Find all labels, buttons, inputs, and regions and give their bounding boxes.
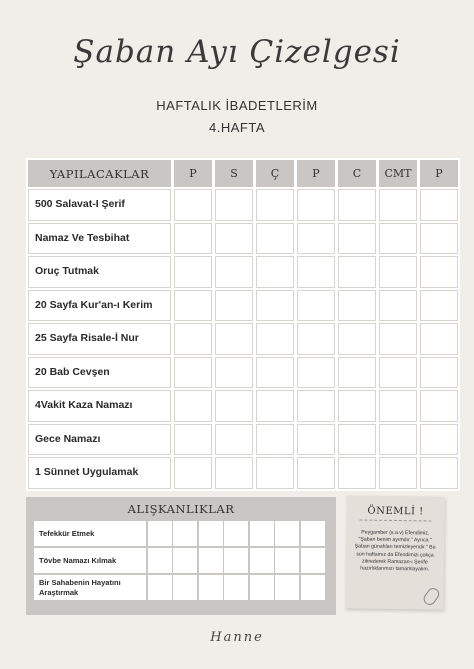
habit-checkbox[interactable]: [301, 548, 325, 573]
habit-checkbox[interactable]: [224, 521, 248, 546]
habit-checkbox[interactable]: [301, 575, 325, 600]
task-checkbox[interactable]: [174, 223, 212, 255]
task-label: Gece Namazı: [28, 424, 171, 456]
task-checkbox[interactable]: [297, 390, 335, 422]
habit-checkbox[interactable]: [224, 575, 248, 600]
task-checkbox[interactable]: [338, 256, 376, 288]
habit-checkbox[interactable]: [173, 575, 197, 600]
task-checkbox[interactable]: [215, 457, 253, 489]
task-checkbox[interactable]: [256, 223, 294, 255]
habit-checkbox[interactable]: [148, 521, 172, 546]
task-checkbox[interactable]: [379, 223, 417, 255]
task-checkbox[interactable]: [297, 290, 335, 322]
task-checkbox[interactable]: [338, 223, 376, 255]
task-label: 500 Salavat-I Şerif: [28, 189, 171, 221]
page-title: Şaban Ayı Çizelgesi: [73, 34, 401, 70]
task-checkbox[interactable]: [215, 256, 253, 288]
habit-checkbox[interactable]: [199, 575, 223, 600]
task-checkbox[interactable]: [215, 189, 253, 221]
task-checkbox[interactable]: [215, 323, 253, 355]
task-checkbox[interactable]: [420, 256, 458, 288]
task-checkbox[interactable]: [174, 256, 212, 288]
habit-checkbox[interactable]: [173, 521, 197, 546]
habit-checkbox[interactable]: [199, 521, 223, 546]
task-checkbox[interactable]: [297, 357, 335, 389]
day-header: P: [174, 160, 212, 187]
task-checkbox[interactable]: [256, 457, 294, 489]
habit-checkbox[interactable]: [224, 548, 248, 573]
task-checkbox[interactable]: [174, 323, 212, 355]
task-checkbox[interactable]: [215, 390, 253, 422]
task-checkbox[interactable]: [256, 357, 294, 389]
task-checkbox[interactable]: [174, 189, 212, 221]
task-checkbox[interactable]: [338, 189, 376, 221]
task-checkbox[interactable]: [338, 457, 376, 489]
habit-checkbox[interactable]: [250, 548, 274, 573]
habits-panel: [26, 497, 336, 615]
task-checkbox[interactable]: [420, 424, 458, 456]
task-checkbox[interactable]: [256, 424, 294, 456]
habits-title: ALIŞKANLIKLAR: [127, 502, 235, 516]
task-checkbox[interactable]: [297, 457, 335, 489]
task-checkbox[interactable]: [379, 390, 417, 422]
weekly-worship-table: [26, 158, 460, 491]
task-checkbox[interactable]: [379, 457, 417, 489]
task-checkbox[interactable]: [297, 323, 335, 355]
task-checkbox[interactable]: [215, 223, 253, 255]
task-label: Oruç Tutmak: [28, 256, 171, 288]
note-text: Peygamber (s.a.v) Efendimiz, "Şaban benim ayımdır." Ayrıca " Şaban günahları temizleyendir." Bu son haftamız da Efendimizi çokça zikrederek Ramazan-ı Şerife hazırlıklarımızı tamamlayalım.: [354, 529, 436, 573]
task-checkbox[interactable]: [256, 390, 294, 422]
task-label: 4Vakit Kaza Namazı: [28, 390, 171, 422]
day-header: CMT: [379, 160, 417, 187]
habit-label: Tövbe Namazı Kılmak: [34, 548, 146, 573]
habit-checkbox[interactable]: [148, 575, 172, 600]
task-checkbox[interactable]: [420, 290, 458, 322]
week-label: 4.HAFTA: [209, 120, 265, 135]
task-checkbox[interactable]: [256, 256, 294, 288]
habit-checkbox[interactable]: [275, 575, 299, 600]
task-checkbox[interactable]: [420, 390, 458, 422]
task-label: 20 Bab Cevşen: [28, 357, 171, 389]
task-label: 25 Sayfa Risale-İ Nur: [28, 323, 171, 355]
important-note: [345, 495, 445, 609]
habit-checkbox[interactable]: [173, 548, 197, 573]
habit-label: Bir Sahabenin Hayatını Araştırmak: [34, 575, 146, 600]
task-checkbox[interactable]: [215, 290, 253, 322]
task-checkbox[interactable]: [338, 290, 376, 322]
task-checkbox[interactable]: [379, 323, 417, 355]
task-checkbox[interactable]: [338, 357, 376, 389]
task-checkbox[interactable]: [215, 424, 253, 456]
task-checkbox[interactable]: [174, 357, 212, 389]
note-divider: [359, 520, 431, 522]
task-checkbox[interactable]: [420, 189, 458, 221]
note-title: ÖNEMLİ !: [367, 505, 424, 518]
task-checkbox[interactable]: [420, 223, 458, 255]
day-header: P: [297, 160, 335, 187]
task-checkbox[interactable]: [379, 357, 417, 389]
page-subtitle: HAFTALIK İBADETLERİM: [156, 98, 318, 113]
task-checkbox[interactable]: [420, 357, 458, 389]
habit-label: Tefekkür Etmek: [34, 521, 146, 546]
task-checkbox[interactable]: [297, 223, 335, 255]
habit-checkbox[interactable]: [250, 521, 274, 546]
task-checkbox[interactable]: [174, 290, 212, 322]
task-checkbox[interactable]: [297, 424, 335, 456]
task-checkbox[interactable]: [174, 390, 212, 422]
task-checkbox[interactable]: [256, 323, 294, 355]
task-checkbox[interactable]: [338, 323, 376, 355]
table-header-tasks: YAPILACAKLAR: [28, 160, 171, 187]
task-checkbox[interactable]: [338, 390, 376, 422]
task-checkbox[interactable]: [174, 424, 212, 456]
task-checkbox[interactable]: [420, 323, 458, 355]
habit-checkbox[interactable]: [275, 521, 299, 546]
day-header: C: [338, 160, 376, 187]
habit-checkbox[interactable]: [275, 548, 299, 573]
task-label: 1 Sünnet Uygulamak: [28, 457, 171, 489]
paperclip-icon: [421, 586, 441, 608]
task-checkbox[interactable]: [420, 457, 458, 489]
task-checkbox[interactable]: [379, 189, 417, 221]
task-checkbox[interactable]: [215, 357, 253, 389]
signature: Hanne: [210, 630, 264, 645]
task-checkbox[interactable]: [297, 256, 335, 288]
day-header: Ç: [256, 160, 294, 187]
habit-checkbox[interactable]: [148, 548, 172, 573]
task-checkbox[interactable]: [379, 256, 417, 288]
task-checkbox[interactable]: [256, 290, 294, 322]
task-label: Namaz Ve Tesbihat: [28, 223, 171, 255]
habit-checkbox[interactable]: [250, 575, 274, 600]
task-checkbox[interactable]: [379, 290, 417, 322]
habit-checkbox[interactable]: [199, 548, 223, 573]
task-checkbox[interactable]: [256, 189, 294, 221]
day-header: S: [215, 160, 253, 187]
task-checkbox[interactable]: [338, 424, 376, 456]
task-checkbox[interactable]: [174, 457, 212, 489]
habit-checkbox[interactable]: [301, 521, 325, 546]
task-checkbox[interactable]: [379, 424, 417, 456]
task-label: 20 Sayfa Kur'an-ı Kerim: [28, 290, 171, 322]
day-header: P: [420, 160, 458, 187]
habits-table: [34, 521, 325, 600]
task-checkbox[interactable]: [297, 189, 335, 221]
